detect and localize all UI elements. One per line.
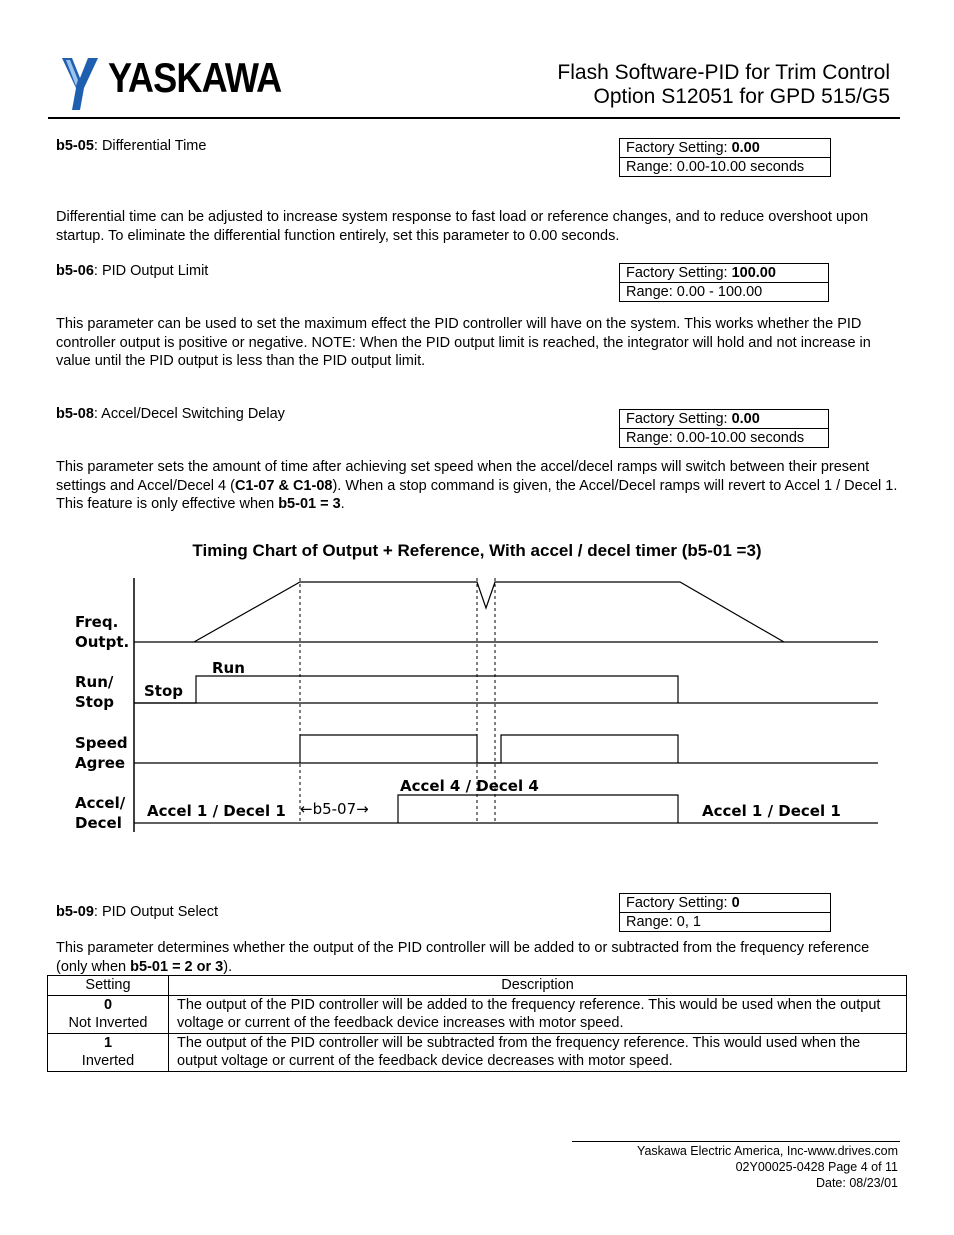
factory-setting: Factory Setting: 0 bbox=[620, 894, 831, 913]
param-b5-08-settings-box bbox=[619, 409, 829, 448]
param-b5-05-name: b5-05: Differential Time bbox=[56, 138, 207, 154]
title-line-2: Option S12051 for GPD 515/G5 bbox=[593, 85, 890, 108]
setting-table bbox=[47, 975, 907, 1072]
footer-company: Yaskawa Electric America, Inc-www.drives.com bbox=[637, 1144, 898, 1158]
header-divider bbox=[48, 117, 900, 119]
label-run: Run bbox=[212, 659, 245, 677]
setting-cell: 1 Inverted bbox=[48, 1033, 169, 1071]
label-accel1-right: Accel 1 / Decel 1 bbox=[702, 802, 841, 820]
table-row bbox=[48, 1033, 907, 1071]
label-accel4: Accel 4 / Decel 4 bbox=[400, 777, 539, 795]
title-line-1: Flash Software-PID for Trim Control bbox=[557, 61, 890, 84]
param-b5-05-settings-box bbox=[619, 138, 831, 177]
run-waveform bbox=[134, 676, 678, 703]
setting-cell: 0 Not Inverted bbox=[48, 995, 169, 1033]
freq-waveform bbox=[194, 582, 784, 642]
yaskawa-logo-icon bbox=[58, 52, 110, 112]
param-b5-09-settings-box bbox=[619, 893, 831, 932]
footer bbox=[637, 1143, 898, 1191]
param-b5-05-description: Differential time can be adjusted to increase system response to fast load or reference changes, and to reduce overshoot upon startup. To eliminate the differential function entirely, set this parameter to 0.00 seconds. bbox=[56, 209, 869, 244]
label-speed-2: Agree bbox=[75, 754, 126, 772]
range: Range: 0.00 - 100.00 bbox=[620, 283, 829, 302]
label-run-2: Stop bbox=[75, 693, 115, 711]
description-cell: The output of the PID controller will be subtracted from the frequency reference. This would used when the output voltage or current of the feedback device decreases with motor speed. bbox=[169, 1033, 907, 1071]
param-b5-08-description: This parameter sets the amount of time after achieving set speed when the accel/decel ramps will switch between their present settings and Accel/Decel 4 (C1-07 & C1-08). When a stop command is given, the Accel/Decel ramps will revert to Accel 1 / Decel 1. This feature is only effective when b5-01 = 3. bbox=[56, 459, 898, 512]
label-speed-1: Speed bbox=[75, 734, 128, 752]
range: Range: 0.00-10.00 seconds bbox=[620, 158, 831, 177]
label-b5-07: ←b5-07→ bbox=[300, 800, 369, 818]
param-b5-09-name: b5-09: PID Output Select bbox=[56, 904, 219, 920]
factory-setting: Factory Setting: 0.00 bbox=[620, 410, 829, 429]
label-stop: Stop bbox=[144, 682, 184, 700]
factory-setting: Factory Setting: 100.00 bbox=[620, 264, 829, 283]
table-header-row bbox=[48, 976, 907, 996]
footer-divider bbox=[572, 1141, 900, 1142]
range: Range: 0.00-10.00 seconds bbox=[620, 429, 829, 448]
timing-chart bbox=[60, 572, 890, 837]
range: Range: 0, 1 bbox=[620, 913, 831, 932]
param-b5-08-name: b5-08: Accel/Decel Switching Delay bbox=[56, 406, 285, 422]
description-cell: The output of the PID controller will be added to the frequency reference. This would be used when the output voltage or current of the feedback device increases with motor speed. bbox=[169, 995, 907, 1033]
document-title bbox=[557, 61, 890, 109]
param-b5-06-name: b5-06: PID Output Limit bbox=[56, 263, 209, 279]
yaskawa-logo bbox=[58, 52, 303, 112]
table-row bbox=[48, 995, 907, 1033]
accel-waveform bbox=[398, 795, 678, 823]
label-accel-2: Decel bbox=[75, 814, 122, 832]
logo-wordmark: YASKAWA bbox=[108, 54, 282, 101]
speed-waveform bbox=[300, 735, 678, 763]
label-run-1: Run/ bbox=[75, 673, 114, 691]
label-freq-1: Freq. bbox=[75, 613, 119, 631]
label-accel-1: Accel/ bbox=[75, 794, 126, 812]
label-freq-2: Outpt. bbox=[75, 633, 130, 651]
label-accel1-left: Accel 1 / Decel 1 bbox=[147, 802, 286, 820]
header-description: Description bbox=[169, 976, 907, 996]
param-b5-09-description: This parameter determines whether the output of the PID controller will be added to or subtracted from the frequency reference (only when b5-01 = 2 or 3). bbox=[56, 940, 870, 975]
param-b5-06-settings-box bbox=[619, 263, 829, 302]
param-b5-06-description: This parameter can be used to set the maximum effect the PID controller will have on the system. This works whether the PID controller output is positive or negative. NOTE: When the PID output limit is reached, the integrator will hold and not increase in value until the PID output is less than the PID output limit. bbox=[56, 316, 871, 369]
footer-page: 02Y00025-0428 Page 4 of 11 bbox=[735, 1160, 898, 1174]
header-setting: Setting bbox=[48, 976, 169, 996]
factory-setting: Factory Setting: 0.00 bbox=[620, 139, 831, 158]
footer-date: Date: 08/23/01 bbox=[815, 1176, 898, 1190]
timing-chart-title: Timing Chart of Output + Reference, With accel / decel timer (b5-01 =3) bbox=[192, 541, 762, 560]
